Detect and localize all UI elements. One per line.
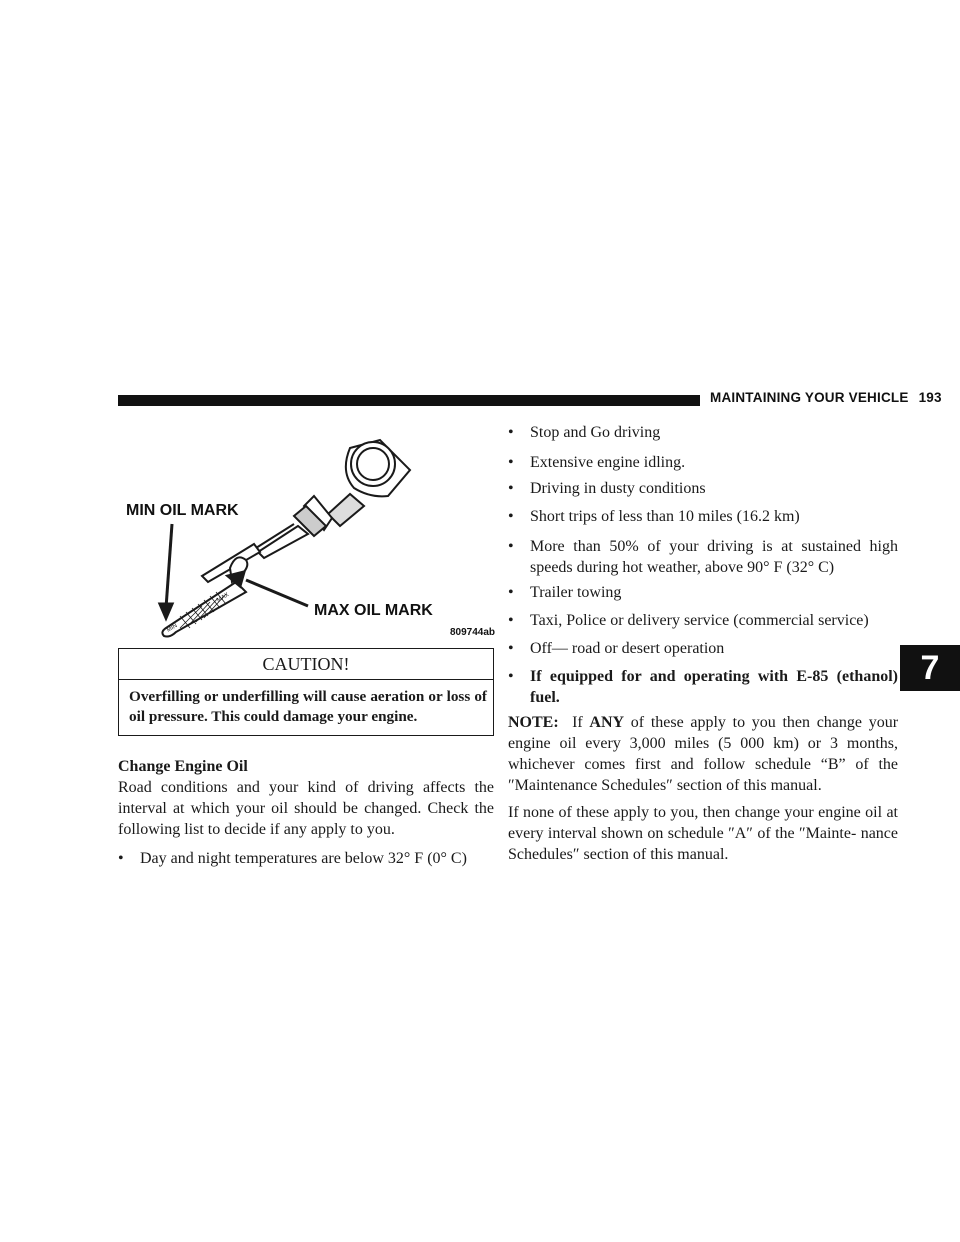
bullet-text: Taxi, Police or delivery service (commercial service) [530, 612, 869, 629]
list-item [508, 582, 898, 603]
bullet-icon: • [508, 454, 514, 471]
bullet-icon: • [508, 424, 514, 441]
caution-title: CAUTION! [119, 649, 493, 680]
bullet-text: If equipped for and operating with E-85 (ethanol) fuel. [530, 668, 898, 706]
dipstick-drawing [118, 432, 498, 642]
note-if: If [572, 714, 583, 731]
header-rule [118, 395, 700, 406]
min-oil-mark-label: MIN OIL MARK [126, 502, 239, 519]
note-any: ANY [589, 714, 625, 731]
list-item [118, 848, 494, 869]
bullet-icon: • [508, 668, 514, 685]
bullet-text: Extensive engine idling. [530, 454, 686, 471]
note-paragraph [508, 712, 898, 796]
bullet-text: Day and night temperatures are below 32° F (0° C) [140, 850, 467, 867]
list-item [508, 638, 898, 659]
list-item [508, 506, 898, 527]
chapter-tab: 7 [900, 645, 960, 691]
bullet-text: Driving in dusty conditions [530, 480, 706, 497]
bullet-icon: • [508, 508, 514, 525]
bullet-icon: • [508, 538, 514, 555]
list-item [508, 452, 898, 473]
bullet-text: Off— road or desert operation [530, 640, 725, 657]
running-header [710, 390, 942, 405]
bullet-text: More than 50% of your driving is at sustained high speeds during hot weather, above 90° F (32° C) [530, 538, 898, 576]
bullet-text: Trailer towing [530, 584, 622, 601]
bullet-icon: • [508, 480, 514, 497]
bullet-icon: • [508, 584, 514, 601]
caution-text: Overfilling or underfilling will cause aeration or loss of oil pressure. This could damage your engine. [129, 688, 487, 725]
list-item [508, 666, 898, 708]
closing-paragraph: If none of these apply to you, then change your engine oil at every interval shown on schedule ″A″ of the ″Mainte- nance Schedules″ section of this manual. [508, 804, 898, 863]
list-item [508, 610, 898, 631]
max-oil-mark-label: MAX OIL MARK [314, 602, 433, 619]
stick-min-text: MIN [166, 623, 179, 634]
figure-code: 809744ab [450, 627, 496, 638]
bullet-text: Short trips of less than 10 miles (16.2 km) [530, 508, 800, 525]
page-number: 193 [918, 390, 942, 405]
list-item [508, 422, 898, 443]
list-item [508, 478, 898, 499]
bullet-icon: • [508, 640, 514, 657]
intro-paragraph: Road conditions and your kind of driving affects the interval at which your oil should be changed. Check the following list to decide if any apply to you. [118, 779, 494, 838]
section-title: MAINTAINING YOUR VEHICLE [710, 390, 909, 405]
caution-box [118, 648, 494, 736]
bullet-text: Stop and Go driving [530, 424, 661, 441]
dipstick-illustration [118, 432, 498, 642]
bullet-icon: • [508, 612, 514, 629]
bullet-icon: • [118, 850, 124, 867]
section-heading: Change Engine Oil [118, 758, 248, 775]
note-text: of these apply to you then change your engine oil every 3,000 miles (5 000 km) or 3 months, whichever comes first and follow schedule “B” of the ″Maintenance Schedules″ section of this manual. [508, 714, 899, 794]
stick-max-text: MAX [216, 592, 231, 604]
note-label: NOTE: [508, 714, 559, 731]
list-item [508, 536, 898, 578]
